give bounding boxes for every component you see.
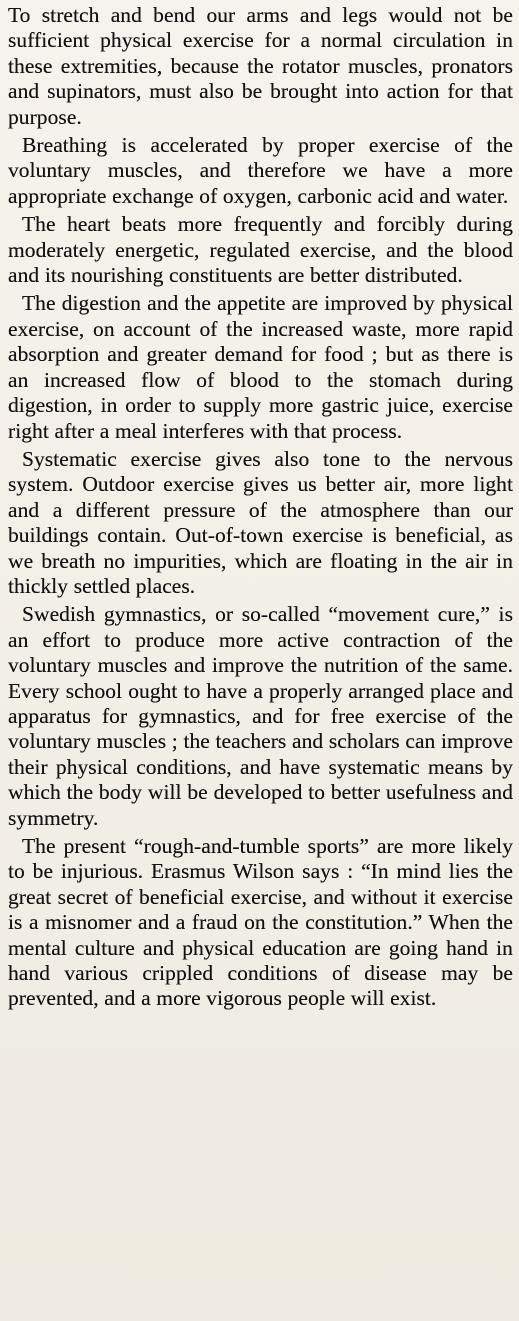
article-paragraph-3: The heart beats more frequently and forcibly during moderately energetic, regulated exercise, and the blood and its nourishing constituents are better distributed. [8, 212, 513, 288]
article-column [8, 3, 513, 1012]
article-paragraph-1: To stretch and bend our arms and legs would not be sufficient physical exercise for a normal circulation in these extremities, because the rotator muscles, pronators and supinators, must also be brought into action for that purpose. [8, 3, 513, 129]
article-paragraph-2: Breathing is accelerated by proper exercise of the voluntary muscles, and therefore we have a more appropriate exchange of oxygen, carbonic acid and water. [8, 133, 513, 208]
article-paragraph-4: The digestion and the appetite are improved by physical exercise, on account of the increased waste, more rapid absorption and greater demand for food ; but as there is an increased flow of blood to the stomach during digestion, in order to supply more gastric juice, exercise right after a meal interferes with that process. [8, 291, 513, 443]
article-paragraph-6: Swedish gymnastics, or so-called “movement cure,” is an effort to produce more active contraction of the voluntary muscles and improve the nutrition of the same. Every school ought to have a properly arranged place and apparatus for gymnastics, and for free exercise of the voluntary muscles ; the teachers and scholars can improve their physical conditions, and have systematic means by which the body will be developed to better usefulness and symmetry. [8, 602, 513, 830]
article-paragraph-7: The present “rough-and-tumble sports” are more likely to be injurious. Erasmus Wilson says : “In mind lies the great secret of beneficial exercise, and without it exercise is a misnomer and a fraud on the constitution.” When the mental culture and physical education are going hand in hand various crippled conditions of disease may be prevented, and a more vigorous people will exist. [8, 834, 513, 1011]
article-paragraph-5: Systematic exercise gives also tone to the nervous system. Outdoor exercise gives us better air, more light and a different pressure of the atmosphere than our buildings contain. Out-of-town exercise is beneficial, as we breath no impurities, which are floating in the air in thickly settled places. [8, 446, 513, 598]
